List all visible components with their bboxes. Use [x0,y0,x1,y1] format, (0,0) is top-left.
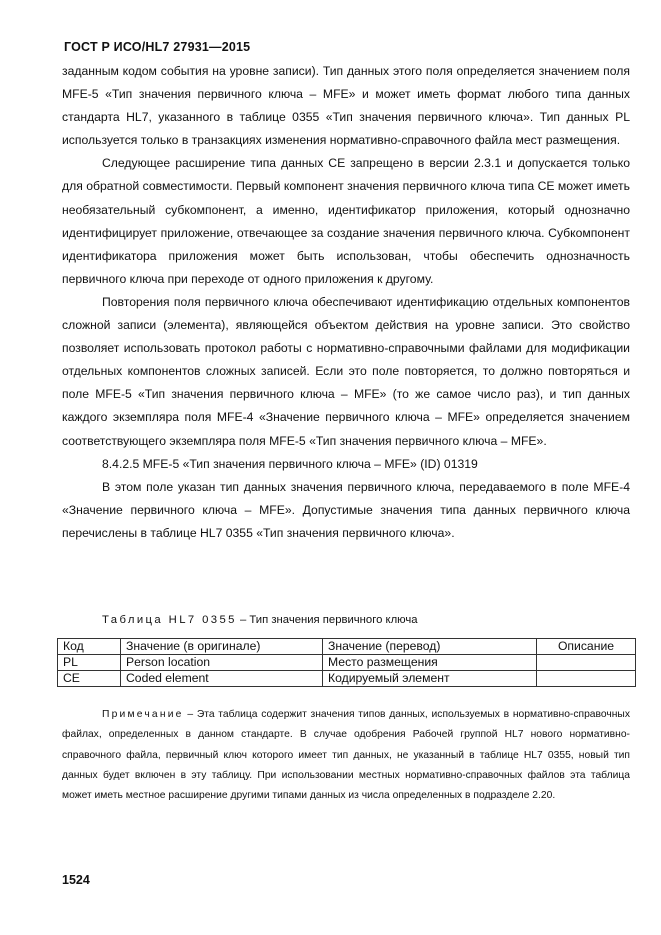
cell-description [537,655,636,671]
cell-translation: Кодируемый элемент [323,671,537,687]
cell-original: Person location [121,655,323,671]
table-caption-title: Тип значения первичного ключа [249,614,418,626]
cell-code: CE [58,671,121,687]
header-original: Значение (в оригинале) [121,639,323,655]
table-header-row [58,639,636,655]
note-paragraph [62,705,630,806]
table-note [62,705,630,806]
header-description: Описание [537,639,636,655]
document-header: ГОСТ Р ИСО/HL7 27931—2015 [64,40,251,54]
header-code: Код [58,639,121,655]
table-caption-dash: – [239,614,247,626]
paragraph-mfe5-description: В этом поле указан тип данных значения первичного ключа, передаваемого в поле MFE-4 «Значение первичного ключа – MFE». Допустимые значения типа данных первичного ключа перечислены в таблице HL7 0355 «Тип значения первичного ключа». [62,479,630,540]
paragraph-repetitions: Повторения поля первичного ключа обеспечивают идентификацию отдельных компонентов сложной записи (элемента), являющейся объектом действия на уровне записи. Это свойство позволяет использовать протокол работы с нормативно-справочными файлами для модификации отдельных компонентов сложных записей. Если это поле повторяется, то должно повторяться и поле MFE-5 «Тип значения первичного ключа – MFE» (то же самое число раз), и тип данных каждого экземпляра поля MFE-4 «Значение первичного ключа – MFE» определяется значением соответствующего экземпляра поля MFE-5 «Тип значения первичного ключа – MFE». [62,294,630,448]
cell-description [537,671,636,687]
note-text: – Эта таблица содержит значения типов данных, используемых в нормативно-справочных файлах, определенных в данном стандарте. В случае одобрения Рабочей группой HL7 нового нормативно-справочного файла, первичный ключ которого имеет тип данных, не указанный в таблице HL7 0355, новый тип данных будет включен в эту таблицу. При использовании местных нормативно-справочных файлов эта таблица может иметь местное расширение другими типами данных из числа определенных в подразделе 2.20. [62,709,630,802]
cell-original: Coded element [121,671,323,687]
table-row [58,671,636,687]
table-caption-label: Таблица HL7 0355 [102,614,237,626]
data-type-table [57,638,636,687]
paragraph-ce-extension: Следующее расширение типа данных CE запрещено в версии 2.3.1 и допускается только для обратной совместимости. Первый компонент значения первичного ключа типа CE может иметь необязательный субкомпонент, а именно, идентификатор приложения, который однозначно идентифицирует приложение, отвечающее за создание значения первичного ключа. Субкомпонент идентификатора приложения может быть использован, чтобы обеспечить однозначность первичного ключа при переходе от одного приложения к другому. [62,156,630,286]
body-text-block-1 [62,60,630,545]
paragraph-continuation: заданным кодом события на уровне записи). Тип данных этого поля определяется значением поля MFE-5 «Тип значения первичного ключа – MFE» и может иметь формат любого типа данных стандарта HL7, указанного в таблице 0355 «Тип значения первичного ключа». Тип данных PL используется только в транзакциях изменения нормативно-справочного файла мест размещения. [62,64,630,148]
cell-code: PL [58,655,121,671]
page-number: 1524 [62,873,90,887]
header-translation: Значение (перевод) [323,639,537,655]
table-row [58,655,636,671]
table-caption [102,614,418,626]
note-label: Примечание [102,709,184,720]
cell-translation: Место размещения [323,655,537,671]
section-heading-8-4-2-5: 8.4.2.5 MFE-5 «Тип значения первичного ключа – MFE» (ID) 01319 [102,456,478,471]
